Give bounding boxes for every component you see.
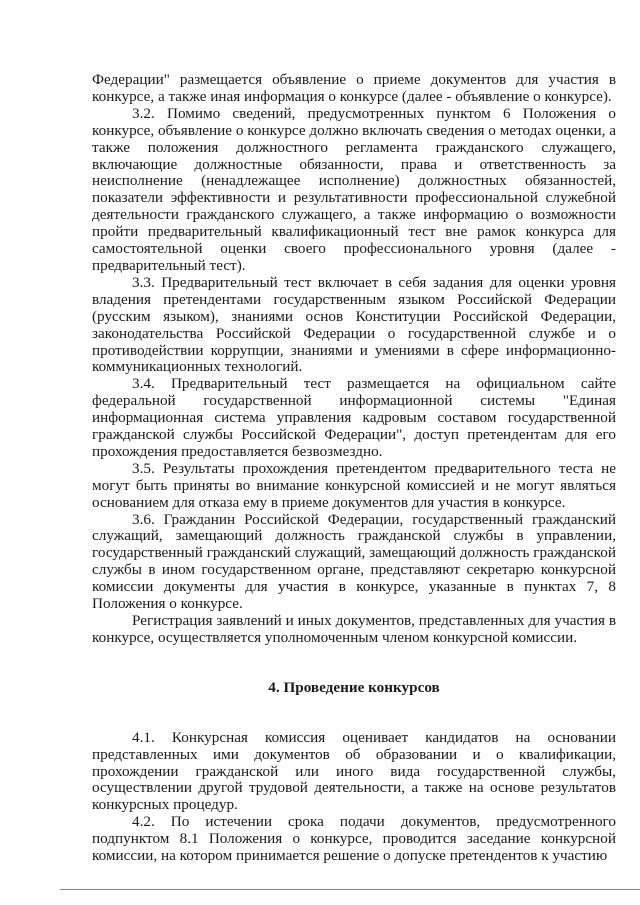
section-heading: 4. Проведение конкурсов xyxy=(268,678,440,696)
paragraph-3-2: 3.2. Помимо сведений, предусмотренных пунктом 6 Положения о конкурсе, объявление о конкурсе должно включать сведения о методах оценки, а также положения должностного регламента гражданского служащего, включающие должностные обязанности, права и ответственность за неисполнение (ненадлежащее исполнение) должностных обязанностей, показатели эффективности и результативности профессиональной служебной деятельности гражданского служащего, а также информацию о возможности пройти предварительный квалификационный тест вне рамок конкурса для самостоятельной оценки своего профессионального уровня (далее - предварительный тест). xyxy=(92,104,616,274)
paragraph-3-3: 3.3. Предварительный тест включает в себя задания для оценки уровня владения претендентами государственным языком Российской Федерации (русским языком), знаниями основ Конституции Российской Федерации, законодательства Российской Федерации о государственной службе и о противодействии коррупции, знаниями и умениями в сфере информационно-коммуникационных технологий. xyxy=(92,273,616,376)
paragraph-continuation: Федерации" размещается объявление о приеме документов для участия в конкурсе, а также иная информация о конкурсе (далее - объявление о конкурсе). xyxy=(92,71,616,105)
page-bottom-edge xyxy=(60,889,640,890)
paragraph-3-6: 3.6. Гражданин Российской Федерации, государственный гражданский служащий, замещающий должность гражданской службы в управлении, государственный гражданский служащий, замещающий должность гражданской службы в ином государственном органе, представляют секретарю конкурсной комиссии документы для участия в конкурсе, указанные в пунктах 7, 8 Положения о конкурсе. xyxy=(92,510,616,613)
paragraph-4-2: 4.2. По истечении срока подачи документов, предусмотренного подпунктом 8.1 Положения о конкурсе, проводится заседание конкурсной комиссии, на котором принимается решение о допуске претендентов к участию xyxy=(92,813,616,865)
paragraph-registration: Регистрация заявлений и иных документов, представленных для участия в конкурсе, осуществляется уполномоченным членом конкурсной комиссии. xyxy=(92,612,616,646)
paragraph-3-5: 3.5. Результаты прохождения претендентом предварительного теста не могут быть приняты во внимание конкурсной комиссией и не могут являться основанием для отказа ему в приеме документов для участия в конкурсе. xyxy=(92,459,616,511)
paragraph-3-4: 3.4. Предварительный тест размещается на официальном сайте федеральной государственной информационной системы "Единая информационная система управления кадровым составом государственной гражданской службы Российской Федерации", доступ претендентам для его прохождения предоставляется безвозмездно. xyxy=(92,375,616,460)
document-body xyxy=(92,72,616,865)
paragraph-4-1: 4.1. Конкурсная комиссия оценивает кандидатов на основании представленных ими документов об образовании и о квалификации, прохождении гражданской или иного вида государственной службы, осуществлении другой трудовой деятельности, а также на основе результатов конкурсных процедур. xyxy=(92,728,616,814)
